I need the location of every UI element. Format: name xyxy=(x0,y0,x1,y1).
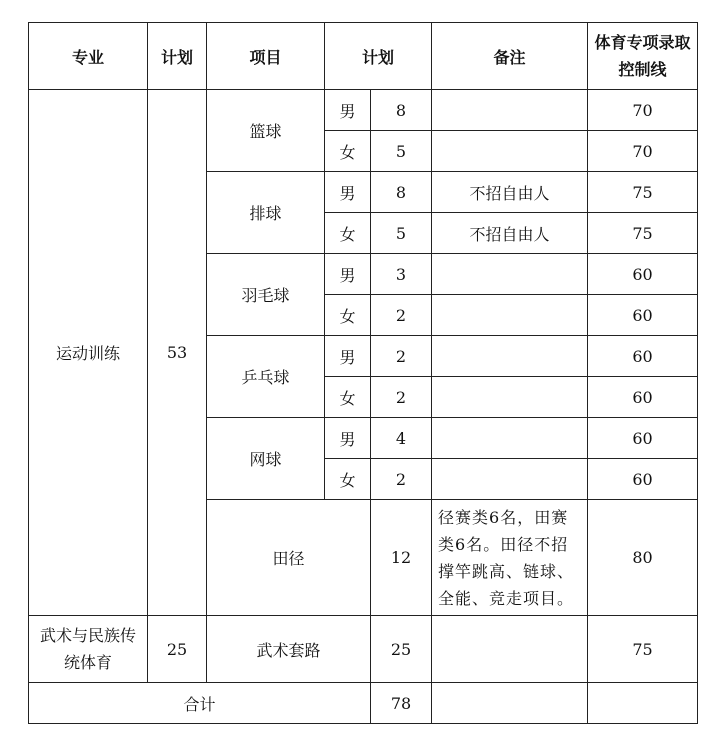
total-plan: 78 xyxy=(371,683,432,724)
remark-cell xyxy=(432,336,588,377)
table-row xyxy=(29,616,698,683)
header-control-line xyxy=(588,23,698,90)
admission-plan-table xyxy=(28,22,698,724)
control-line-cell: 75 xyxy=(588,616,698,683)
plan-cell: 2 xyxy=(371,336,432,377)
control-line-cell: 60 xyxy=(588,254,698,295)
total-row xyxy=(29,683,698,724)
major-plan-cell: 53 xyxy=(148,90,207,616)
plan-cell: 3 xyxy=(371,254,432,295)
gender-cell: 男 xyxy=(325,336,371,377)
gender-cell: 女 xyxy=(325,295,371,336)
gender-cell: 男 xyxy=(325,90,371,131)
header-plan-detail: 计划 xyxy=(325,23,432,90)
gender-cell: 男 xyxy=(325,418,371,459)
remark-cell xyxy=(432,418,588,459)
control-line-cell: 60 xyxy=(588,295,698,336)
control-line-cell: 75 xyxy=(588,172,698,213)
item-cell: 武术套路 xyxy=(207,616,371,683)
header-item: 项目 xyxy=(207,23,325,90)
total-remark xyxy=(432,683,588,724)
remark-cell: 不招自由人 xyxy=(432,172,588,213)
header-control-line-text: 体育专项录取控制线 xyxy=(594,33,691,79)
total-label: 合计 xyxy=(29,683,371,724)
table-row xyxy=(29,90,698,131)
remark-cell xyxy=(432,377,588,418)
control-line-cell: 60 xyxy=(588,336,698,377)
item-cell: 篮球 xyxy=(207,90,325,172)
control-line-cell: 60 xyxy=(588,377,698,418)
major-plan-cell: 25 xyxy=(148,616,207,683)
gender-cell: 女 xyxy=(325,213,371,254)
header-row xyxy=(29,23,698,90)
plan-cell: 2 xyxy=(371,377,432,418)
plan-cell: 2 xyxy=(371,295,432,336)
remark-cell xyxy=(432,90,588,131)
header-plan: 计划 xyxy=(148,23,207,90)
plan-cell: 25 xyxy=(371,616,432,683)
control-line-cell: 70 xyxy=(588,131,698,172)
remark-cell xyxy=(432,459,588,500)
plan-cell: 12 xyxy=(371,500,432,616)
control-line-cell: 75 xyxy=(588,213,698,254)
gender-cell: 男 xyxy=(325,254,371,295)
control-line-cell: 60 xyxy=(588,459,698,500)
item-cell: 排球 xyxy=(207,172,325,254)
item-cell: 网球 xyxy=(207,418,325,500)
remark-cell xyxy=(432,131,588,172)
plan-cell: 5 xyxy=(371,131,432,172)
remark-cell xyxy=(432,295,588,336)
remark-cell: 不招自由人 xyxy=(432,213,588,254)
gender-cell: 男 xyxy=(325,172,371,213)
total-control-line xyxy=(588,683,698,724)
major-cell: 运动训练 xyxy=(29,90,148,616)
item-cell: 乒乓球 xyxy=(207,336,325,418)
item-cell-track: 田径 xyxy=(207,500,371,616)
remark-cell xyxy=(432,254,588,295)
plan-cell: 8 xyxy=(371,172,432,213)
remark-cell xyxy=(432,616,588,683)
remark-cell-track: 径赛类6名，田赛类6名。田径不招撑竿跳高、链球、全能、竞走项目。 xyxy=(432,500,588,616)
gender-cell: 女 xyxy=(325,459,371,500)
major-cell-text: 武术与民族传统体育 xyxy=(40,626,137,672)
plan-cell: 5 xyxy=(371,213,432,254)
plan-cell: 4 xyxy=(371,418,432,459)
plan-cell: 8 xyxy=(371,90,432,131)
header-remark: 备注 xyxy=(432,23,588,90)
major-cell xyxy=(29,616,148,683)
item-cell: 羽毛球 xyxy=(207,254,325,336)
header-major: 专业 xyxy=(29,23,148,90)
gender-cell: 女 xyxy=(325,377,371,418)
control-line-cell: 60 xyxy=(588,418,698,459)
control-line-cell: 80 xyxy=(588,500,698,616)
control-line-cell: 70 xyxy=(588,90,698,131)
plan-cell: 2 xyxy=(371,459,432,500)
gender-cell: 女 xyxy=(325,131,371,172)
